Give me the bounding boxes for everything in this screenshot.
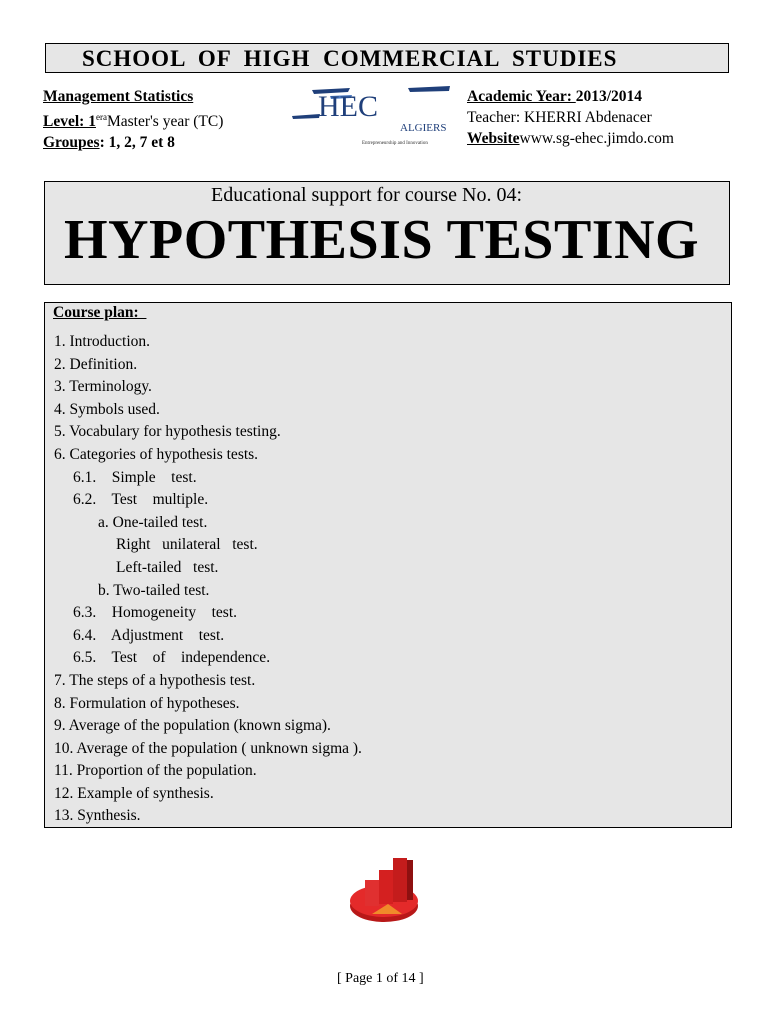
course-subtitle: Educational support for course No. 04: [211,184,523,206]
course-plan-item: a. One-tailed test. [98,513,208,531]
course-plan-item: 6.4. Adjustment test. [73,626,225,644]
course-plan-item: 9. Average of the population (known sigma). [54,717,331,735]
academic-year-label: Academic Year: [467,88,576,105]
page-number: [ Page 1 of 14 ] [337,971,424,986]
course-plan-item: 3. Terminology. [54,378,152,396]
course-name: Management Statistics [43,88,194,105]
course-plan-heading: Course plan: [53,304,147,321]
logo-city-text: ALGIERS [400,122,447,134]
logo-hec-text: HEC [318,90,378,123]
groups-value: : 1, 2, 7 et 8 [99,134,175,152]
level-label: Level: 1 [43,113,96,131]
groups-label: Groupes [43,134,100,152]
course-plan-item: 10. Average of the population ( unknown sigma ). [54,739,362,757]
logo-tagline: Entrepreneurship and Innovation [362,141,428,146]
teacher-name: Teacher: KHERRI Abdenacer [467,109,652,126]
course-plan-item: 4. Symbols used. [54,400,160,418]
course-plan-item: 11. Proportion of the population. [54,762,257,780]
bar-chart-icon [348,854,424,924]
course-plan-item: 6.5. Test of independence. [73,649,271,667]
course-info [43,86,223,153]
academic-year-value: 2013/2014 [575,88,643,105]
school-title: SCHOOL OF HIGH COMMERCIAL STUDIES [82,46,618,71]
course-plan-item: 1. Introduction. [54,333,150,350]
course-plan-item: 6. Categories of hypothesis tests. [54,445,259,463]
course-plan-item: 6.3. Homogeneity test. [73,604,238,622]
website-url: www.sg-ehec.jimdo.com [519,130,674,147]
course-plan-box [44,302,732,828]
course-plan-item: 13. Synthesis. [54,807,141,825]
level-superscript: era [95,112,107,122]
course-plan-item: Right unilateral test. [116,536,258,554]
title-block [44,181,730,285]
school-title-banner [45,43,729,73]
course-plan-item: 8. Formulation of hypotheses. [54,694,240,712]
course-plan-item: 6.1. Simple test. [73,468,197,486]
course-plan-item: 6.2. Test multiple. [73,491,209,509]
course-plan-item: 5. Vocabulary for hypothesis testing. [54,423,281,441]
course-plan-item: 2. Definition. [54,355,138,373]
course-plan-item: 12. Example of synthesis. [54,784,214,802]
hec-logo [290,82,456,148]
academic-info [467,86,674,149]
page-title: HYPOTHESIS TESTING [64,209,700,271]
course-plan-list [54,331,362,828]
course-plan-item: Left-tailed test. [116,558,219,576]
website-label: Website [467,130,520,147]
course-plan-item: b. Two-tailed test. [98,581,210,599]
level-value: Master's year (TC) [106,113,224,131]
course-plan-item: 7. The steps of a hypothesis test. [54,671,256,689]
